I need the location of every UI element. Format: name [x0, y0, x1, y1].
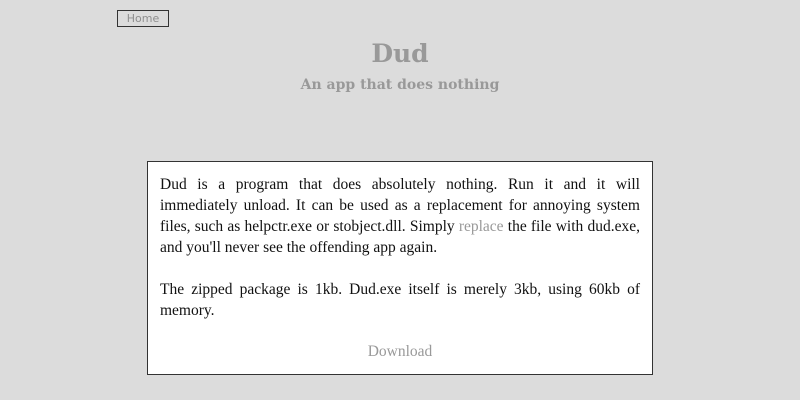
description-box	[147, 161, 653, 375]
download-link[interactable]: Download	[367, 343, 433, 360]
description-text-start: Dud is a program that does absolutely nothing. Run it and it will immediately unload. It can be used as a replacement for annoying system files, such as helpctr.exe or stobject.dll. Simply	[160, 176, 640, 235]
description-text-end: the file with dud.exe, and you'll never see the offending app again.	[160, 218, 641, 256]
page-subtitle: An app that does nothing	[300, 77, 500, 93]
package-size-paragraph: The zipped package is 1kb. Dud.exe itself is merely 3kb, using 60kb of memory.	[160, 281, 640, 319]
description-paragraph	[160, 174, 640, 258]
home-link[interactable]: Home	[117, 10, 169, 27]
page-title: Dud	[371, 39, 429, 68]
replace-link[interactable]: replace	[458, 218, 504, 235]
